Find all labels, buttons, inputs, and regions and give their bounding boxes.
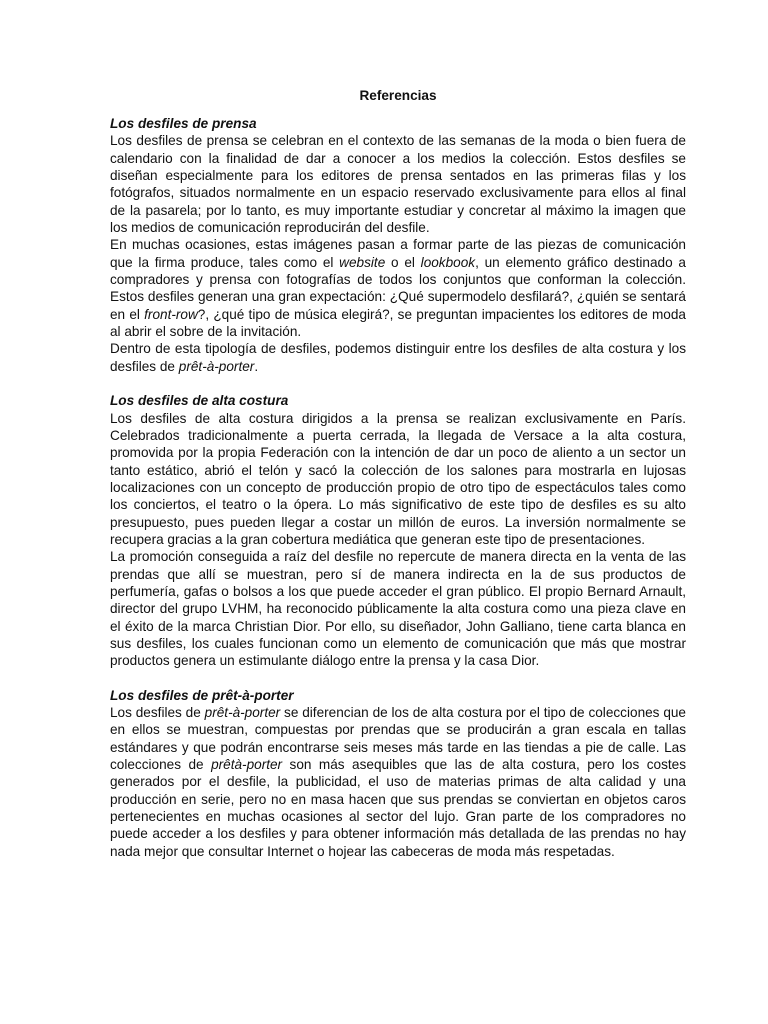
body-paragraph <box>110 548 686 669</box>
document-title: Referencias <box>359 88 437 103</box>
document-body <box>110 115 686 860</box>
text-run: . <box>254 358 259 374</box>
text-run: son más asequibles que las de alta costura, pero los costes generados por el desfile, la publicidad, el uso de materias primas de alta calidad y una producción en serie, pero no en masa hacen que sus prendas se conviertan en objetos caros pertenecientes en muchas ocasiones al sector del lujo. Gran parte de los compradores no puede acceder a los desfiles y para obtener información más detallada de las prendas no hay nada mejor que consultar Internet o hojear las cabeceras de moda más respetadas. <box>110 757 686 859</box>
italic-term: website <box>339 254 386 270</box>
text-run: se diferencian de los de alta costura por el tipo de colecciones que en ellos se muestran, compuestas por prendas que se producirán a gran escala en tallas estándares y que podrán encontrarse seis meses más tarde en las tiendas a pie de calle. Las colecciones de <box>110 705 686 773</box>
italic-term: prêt-à-porter <box>178 358 255 374</box>
section-spacer <box>110 670 686 687</box>
section-heading: Los desfiles de alta costura <box>110 393 289 409</box>
italic-term: lookbook <box>420 254 476 270</box>
text-run: En muchas ocasiones, estas imágenes pasan a formar parte de las piezas de comunicación que la firma produce, tales como el <box>110 237 686 270</box>
italic-term: prêt-à-porter <box>204 705 281 720</box>
italic-term: prêtà-porter <box>211 757 283 773</box>
text-run: ?, ¿qué tipo de música elegirá?, se preguntan impacientes los editores de moda al abrir el sobre de la invitación. <box>110 306 686 340</box>
text-run: La promoción conseguida a raíz del desfile no repercute de manera directa en la venta de las prendas que allí se muestran, pero sí de manera indirecta en la de sus productos de perfumería, gafas o bolsos a los que puede acceder el gran público. El propio Bernard Arnault, director del grupo LVHM, ha reconocido públicamente la alta costura como una pieza clave en el éxito de la marca Christian Dior. Por ello, su diseñador, John Galliano, tiene carta blanca en sus desfiles, los cuales funcionan como un elemento de comunicación que más que mostrar productos genera un estimulante diálogo entre la prensa y la casa Dior. <box>110 549 686 669</box>
body-paragraph <box>110 340 686 375</box>
text-run: o el <box>385 254 421 270</box>
body-paragraph <box>110 132 686 236</box>
section-heading: Los desfiles de prêt-à-porter <box>110 687 294 703</box>
section-spacer <box>110 375 686 392</box>
text-run: Dentro de esta tipología de desfiles, podemos distinguir entre los desfiles de alta costura y los desfiles de <box>110 341 686 374</box>
section-heading: Los desfiles de prensa <box>110 116 257 131</box>
body-paragraph <box>110 704 686 860</box>
text-run: Los desfiles de prensa se celebran en el contexto de las semanas de la moda o bien fuera de calendario con la finalidad de dar a conocer a los medios la colección. Estos desfiles se diseñan especialmente para los editores de prensa sentados en las primeras filas y los fotógrafos, situados normalmente en un espacio reservado exclusivamente para ellos al final de la pasarela; por lo tanto, es muy importante estudiar y concretar al máximo la imagen que los medios de comunicación reproducirán del desfile. <box>110 133 686 236</box>
text-run: , un elemento gráfico destinado a compradores y prensa con fotografías de todos los conjuntos que conforman la colección. Estos desfiles generan una gran expectación: ¿Qué supermodelo desfilará?, ¿quién se sentará en el <box>110 254 686 322</box>
italic-term: front-row <box>144 306 198 322</box>
text-run: Los desfiles de <box>110 705 205 720</box>
text-run: Los desfiles de alta costura dirigidos a la prensa se realizan exclusivamente en París. Celebrados tradicionalmente a puerta cerrada, la llegada de Versace a la alta costura, promovida por la propia Federación con la intención de dar un poco de aliento a un sector un tanto estático, abrió el telón y sacó la colección de los salones para mostrarla en lujosas localizaciones con un concepto de producción propio de otro tipo de espectáculos tales como los conciertos, el teatro o la ópera. Lo más significativo de este tipo de desfiles es su alto presupuesto, pues pueden llegar a costar un millón de euros. La inversión normalmente se recupera gracias a la gran cobertura mediática que generan este tipo de presentaciones. <box>110 410 686 547</box>
body-paragraph <box>110 410 686 549</box>
body-paragraph <box>110 236 686 340</box>
